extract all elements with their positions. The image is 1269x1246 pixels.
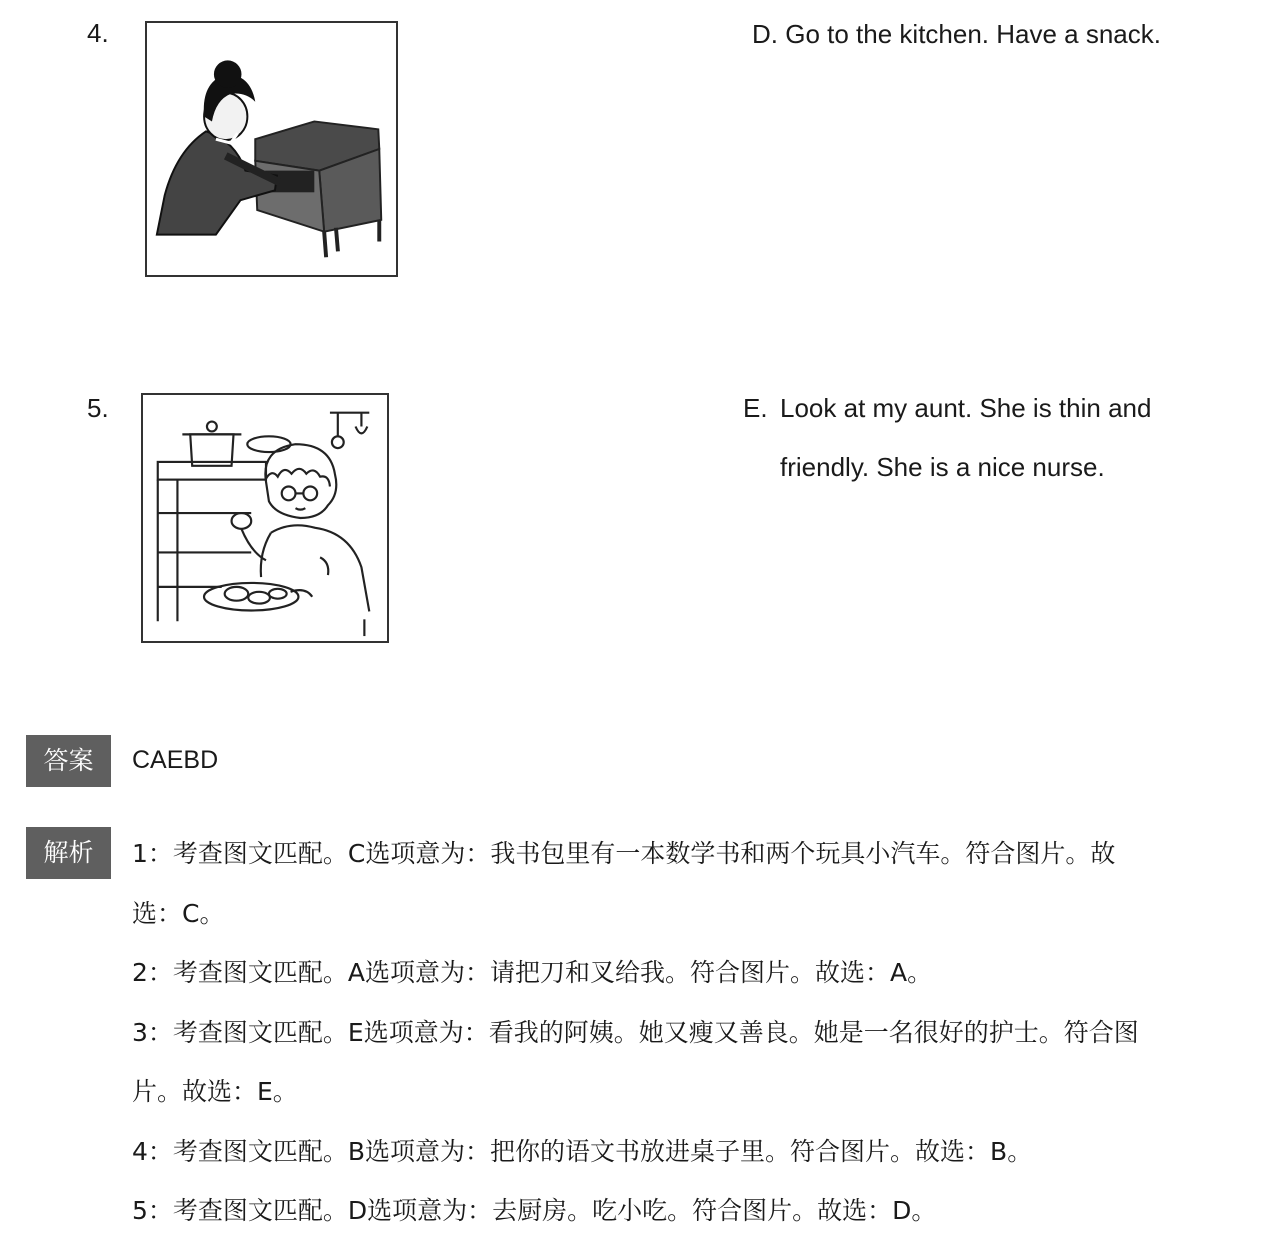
option-d-letter: D. bbox=[752, 19, 778, 49]
answer-value: CAEBD bbox=[132, 746, 219, 774]
girl-at-desk-illustration bbox=[147, 23, 396, 275]
analysis-line: 片。故选：E。 bbox=[132, 1077, 298, 1106]
item-number-4: 4. bbox=[87, 18, 109, 48]
item-4-picture bbox=[145, 21, 398, 277]
analysis-line: 3：考查图文匹配。E选项意为：看我的阿姨。她又瘦又善良。她是一名很好的护士。符合图 bbox=[132, 1017, 1139, 1047]
analysis-line: 5：考查图文匹配。D选项意为：去厨房。吃小吃。符合图片。故选：D。 bbox=[132, 1196, 937, 1225]
option-d-text: Go to the kitchen. Have a snack. bbox=[785, 19, 1161, 49]
analysis-line: 2：考查图文匹配。A选项意为：请把刀和叉给我。符合图片。故选：A。 bbox=[132, 958, 933, 987]
item-5-picture bbox=[141, 393, 389, 643]
option-e bbox=[743, 379, 1151, 497]
option-e-letter: E. bbox=[743, 393, 768, 423]
analysis-line: 选：C。 bbox=[132, 898, 225, 928]
analysis-label: 解析 bbox=[26, 827, 111, 879]
analysis-text bbox=[132, 824, 1192, 1241]
option-e-line1: Look at my aunt. She is thin and bbox=[780, 393, 1152, 423]
option-e-line2: friendly. She is a nice nurse. bbox=[780, 452, 1105, 482]
analysis-line: 4：考查图文匹配。B选项意为：把你的语文书放进桌子里。符合图片。故选：B。 bbox=[132, 1136, 1033, 1166]
grandma-eating-illustration bbox=[143, 395, 387, 641]
option-d bbox=[752, 5, 1161, 64]
analysis-line: 1：考查图文匹配。C选项意为：我书包里有一本数学书和两个玩具小汽车。符合图片。故 bbox=[132, 839, 1116, 868]
item-number-5: 5. bbox=[87, 393, 109, 423]
answer-label: 答案 bbox=[26, 735, 111, 787]
